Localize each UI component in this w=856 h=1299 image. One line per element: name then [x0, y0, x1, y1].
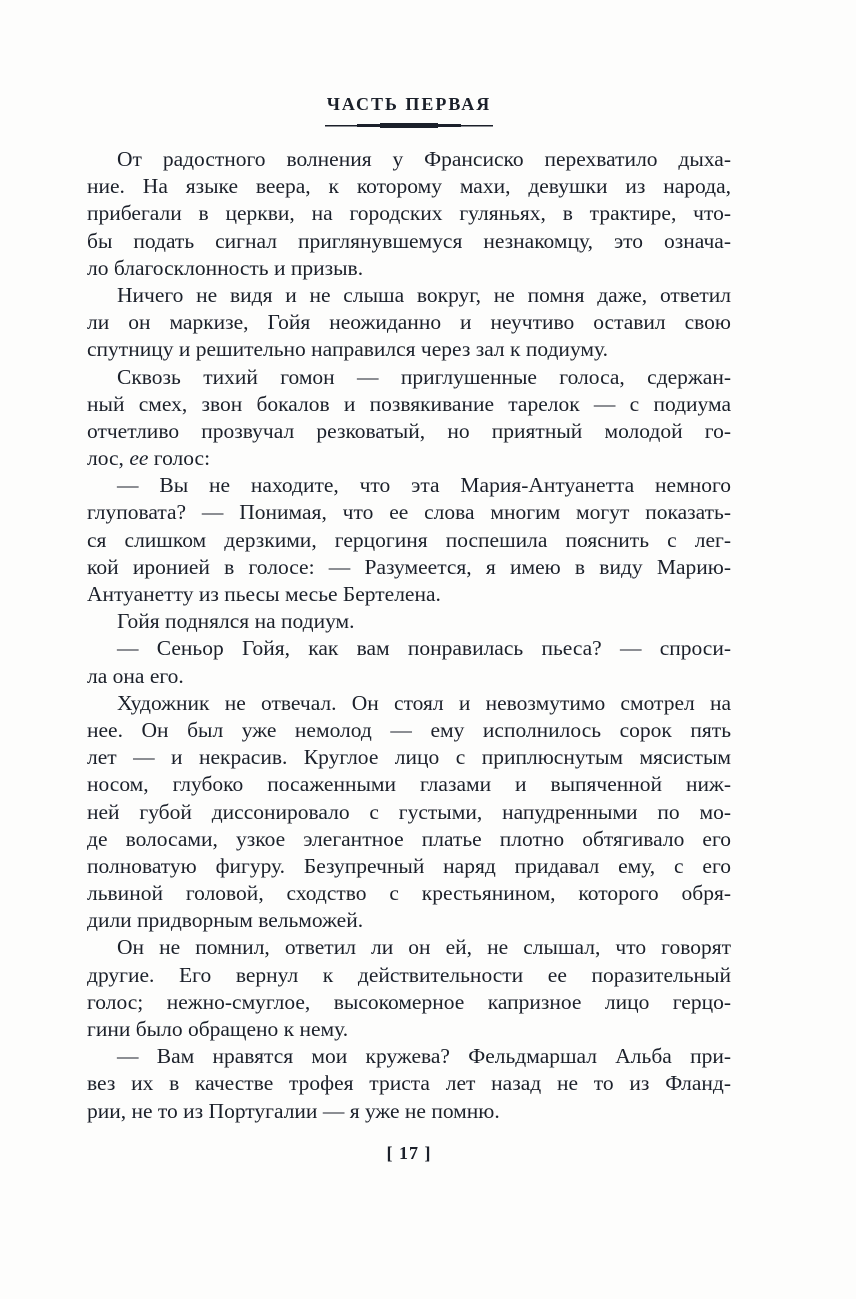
- text-line: — Вы не находите, что эта Мария-Антуанетта немного: [117, 473, 731, 498]
- paragraph: [87, 608, 731, 635]
- text-line: ся слишком дерзкими, герцогиня поспешила пояснить с лег-: [87, 527, 731, 552]
- paragraph: [87, 934, 731, 1043]
- text-line: Ничего не видя и не слыша вокруг, не помня даже, ответил: [117, 282, 731, 307]
- text-line: носом, глубоко посаженными глазами и выпяченной ниж-: [87, 772, 731, 797]
- text-line: голос; нежно-смуглое, высокомерное капризное лицо герцо-: [87, 989, 731, 1014]
- text-line: ный смех, звон бокалов и позвякивание тарелок — с подиума: [87, 391, 731, 416]
- text-line: вез их в качестве трофея триста лет назад не то из Фланд-: [87, 1071, 731, 1096]
- text-line: лет — и некрасив. Круглое лицо с приплюснутым мясистым: [87, 745, 731, 770]
- paragraph: [87, 1043, 731, 1125]
- paragraph: [87, 635, 731, 689]
- text-line: — Сеньор Гойя, как вам понравилась пьеса? — спроси-: [117, 636, 731, 661]
- text-line: кой иронией в голосе: — Разумеется, я имею в виду Марию-: [87, 554, 731, 579]
- text-line: Художник не отвечал. Он стоял и невозмутимо смотрел на: [117, 690, 731, 715]
- text-line: ла она его.: [87, 663, 184, 688]
- text-line: полноватую фигуру. Безупречный наряд придавал ему, с его: [87, 853, 731, 878]
- text-line: От радостного волнения у Франсиско перехватило дыха-: [117, 147, 731, 171]
- text-line: дили придворным вельможей.: [87, 908, 364, 933]
- tapered-rule: [325, 122, 493, 129]
- page-number: [ 17 ]: [386, 1143, 432, 1163]
- text-line: глуповата? — Понимая, что ее слова многим могут показать-: [87, 500, 731, 525]
- text-line: Сквозь тихий гомон — приглушенные голоса, сдержан-: [117, 364, 731, 389]
- text-line: Антуанетту из пьесы месье Бертелена.: [87, 582, 441, 606]
- text-line: ли он маркизе, Гойя неожиданно и неучтиво оставил свою: [87, 310, 731, 335]
- text-line: нее. Он был уже немолод — ему исполнилось сорок пять: [87, 717, 731, 742]
- text-line: другие. Его вернул к действительности ее поразительный: [87, 962, 731, 987]
- paragraph: [87, 364, 731, 473]
- paragraph: [87, 282, 731, 364]
- text-line: ло благосклонность и призыв.: [87, 255, 364, 280]
- text-line: Он не помнил, ответил ли он ей, не слышал, что говорят: [117, 935, 731, 960]
- text-line: отчетливо прозвучал резковатый, но приятный молодой го-: [87, 418, 731, 443]
- text-line: лос, ее голос:: [87, 446, 211, 471]
- text-line: ние. На языке веера, к которому махи, девушки из народа,: [87, 174, 731, 199]
- text-line: рии, не то из Португалии — я уже не помню.: [87, 1098, 500, 1123]
- paragraph: [87, 472, 731, 608]
- section-divider: [87, 122, 731, 129]
- part-heading: ЧАСТЬ ПЕРВАЯ: [326, 94, 492, 114]
- text-line: прибегали в церкви, на городских гуляньях, в трактире, что-: [87, 201, 731, 226]
- text-line: гини было обращено к нему.: [87, 1017, 349, 1041]
- text-line: — Вам нравятся мои кружева? Фельдмаршал Альба при-: [117, 1044, 731, 1069]
- paragraph: [87, 690, 731, 935]
- text-line: ней губой диссонировало с густыми, напудренными по мо-: [87, 799, 731, 824]
- text-line: Гойя поднялся на подиум.: [117, 609, 355, 634]
- paragraph: [87, 146, 731, 282]
- text-line: де волосами, узкое элегантное платье плотно обтягивало его: [87, 826, 731, 851]
- text-line: спутницу и решительно направился через зал к подиуму.: [87, 337, 608, 362]
- text-line: львиной головой, сходство с крестьянином, которого обря-: [87, 881, 731, 906]
- text-line: бы подать сигнал приглянувшемуся незнакомцу, это означа-: [87, 228, 731, 253]
- body-text: [87, 146, 731, 1125]
